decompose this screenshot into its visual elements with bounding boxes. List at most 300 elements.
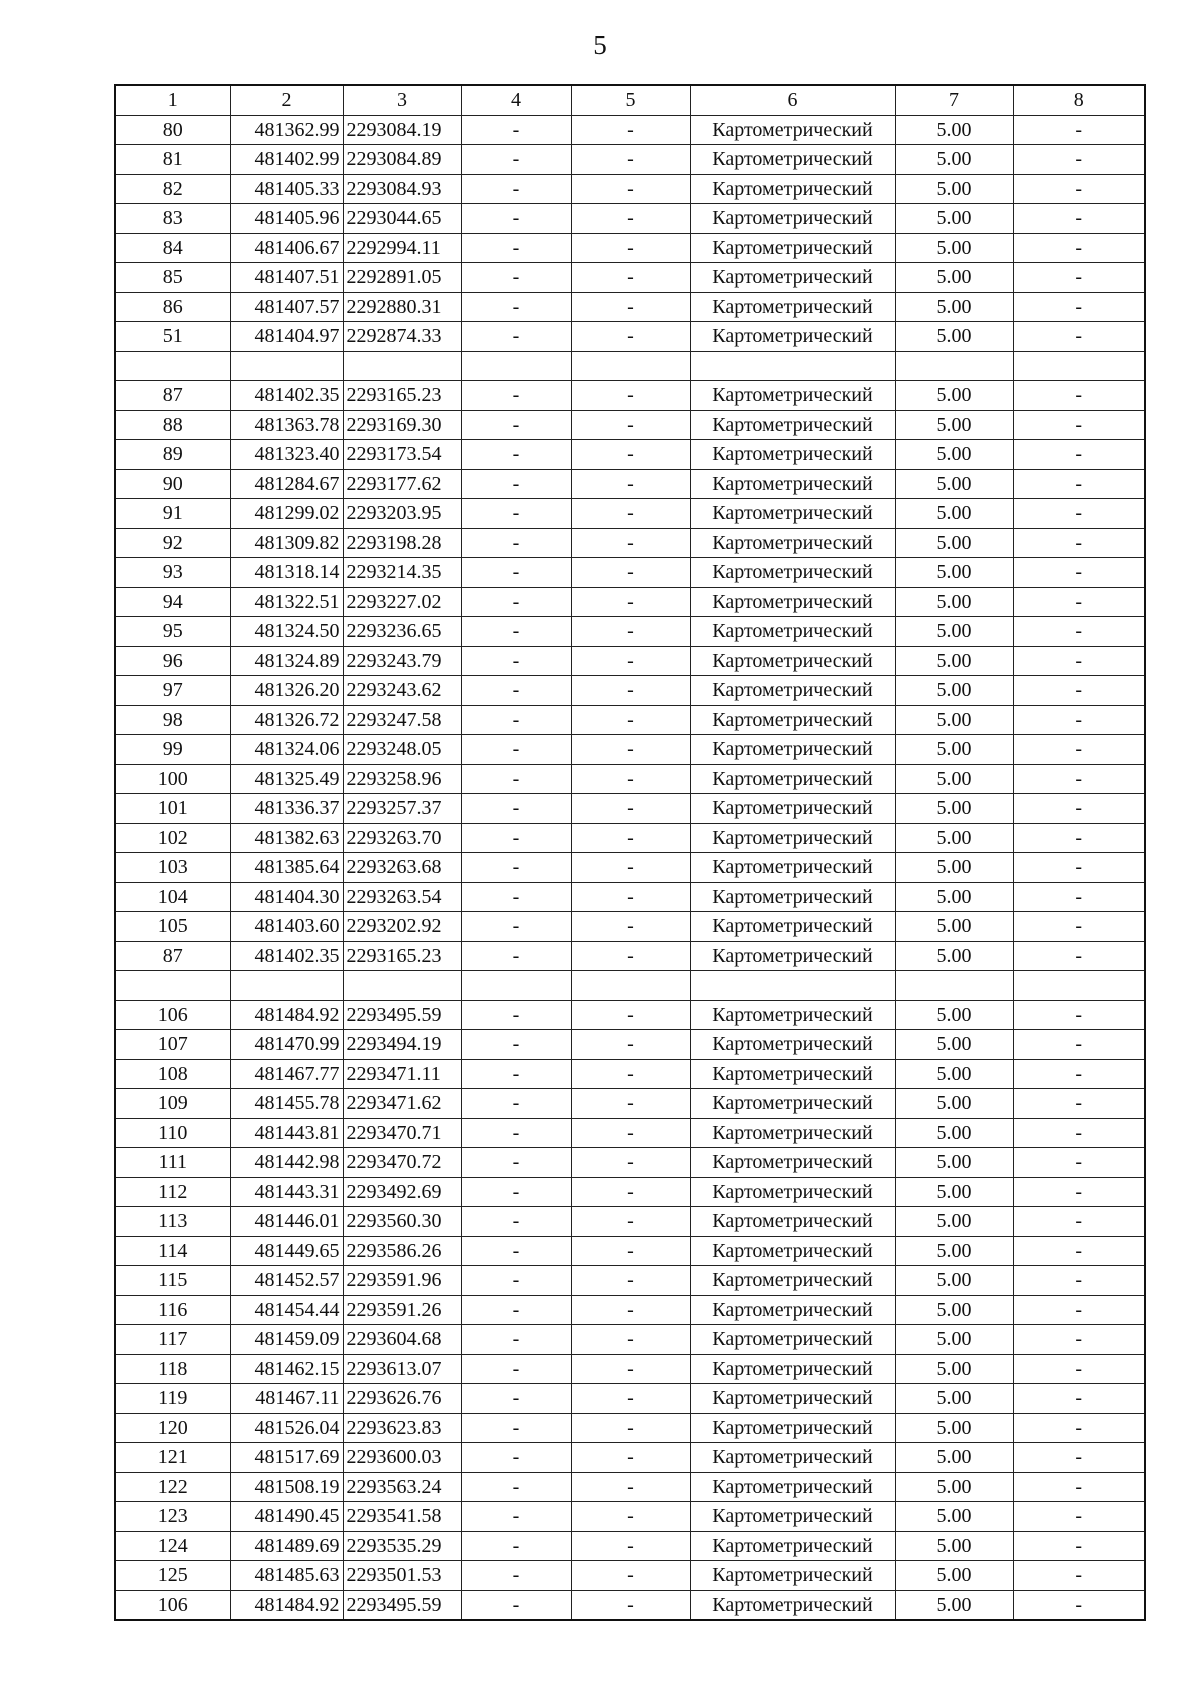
- table-row: [115, 174, 1145, 204]
- y-coordinate-cell: 2293214.35: [343, 558, 461, 588]
- y-coordinate-cell: 2293501.53: [343, 1561, 461, 1591]
- table-row: [115, 440, 1145, 470]
- col5-cell: -: [571, 440, 690, 470]
- point-number-cell: 51: [115, 322, 230, 352]
- col8-cell: -: [1013, 1118, 1145, 1148]
- accuracy-cell: 5.00: [895, 1531, 1013, 1561]
- x-coordinate-cell: 481467.77: [230, 1059, 343, 1089]
- col5-cell: -: [571, 145, 690, 175]
- col8-cell: -: [1013, 823, 1145, 853]
- col8-cell: [1013, 971, 1145, 1001]
- point-number-cell: 116: [115, 1295, 230, 1325]
- point-number-cell: [115, 351, 230, 381]
- table-row: [115, 882, 1145, 912]
- col8-cell: -: [1013, 1472, 1145, 1502]
- point-number-cell: 124: [115, 1531, 230, 1561]
- method-cell: Картометрический: [690, 1561, 895, 1591]
- point-number-cell: 88: [115, 410, 230, 440]
- accuracy-cell: 5.00: [895, 440, 1013, 470]
- col4-cell: -: [461, 735, 571, 765]
- col5-cell: -: [571, 528, 690, 558]
- col5-cell: -: [571, 1502, 690, 1532]
- table-row: [115, 322, 1145, 352]
- accuracy-cell: 5.00: [895, 233, 1013, 263]
- x-coordinate-cell: 481324.50: [230, 617, 343, 647]
- col8-cell: -: [1013, 1177, 1145, 1207]
- method-cell: Картометрический: [690, 174, 895, 204]
- point-number-cell: 107: [115, 1030, 230, 1060]
- y-coordinate-cell: 2293248.05: [343, 735, 461, 765]
- x-coordinate-cell: 481405.33: [230, 174, 343, 204]
- col5-cell: -: [571, 1590, 690, 1620]
- col5-cell: -: [571, 1384, 690, 1414]
- point-number-cell: 93: [115, 558, 230, 588]
- y-coordinate-cell: 2293263.54: [343, 882, 461, 912]
- col8-cell: [1013, 351, 1145, 381]
- point-number-cell: 105: [115, 912, 230, 942]
- col5-cell: -: [571, 1148, 690, 1178]
- x-coordinate-cell: 481284.67: [230, 469, 343, 499]
- method-cell: Картометрический: [690, 1266, 895, 1296]
- col5-cell: -: [571, 764, 690, 794]
- col5-cell: -: [571, 174, 690, 204]
- y-coordinate-cell: 2293173.54: [343, 440, 461, 470]
- y-coordinate-cell: 2293243.79: [343, 646, 461, 676]
- accuracy-cell: 5.00: [895, 1590, 1013, 1620]
- method-cell: Картометрический: [690, 705, 895, 735]
- y-coordinate-cell: 2293177.62: [343, 469, 461, 499]
- accuracy-cell: [895, 351, 1013, 381]
- method-cell: Картометрический: [690, 1531, 895, 1561]
- x-coordinate-cell: 481455.78: [230, 1089, 343, 1119]
- y-coordinate-cell: 2292874.33: [343, 322, 461, 352]
- method-cell: Картометрический: [690, 1000, 895, 1030]
- accuracy-cell: 5.00: [895, 528, 1013, 558]
- col8-cell: -: [1013, 233, 1145, 263]
- x-coordinate-cell: 481363.78: [230, 410, 343, 440]
- col8-cell: -: [1013, 115, 1145, 145]
- table-header-row: [115, 85, 1145, 115]
- col4-cell: -: [461, 705, 571, 735]
- table-row: [115, 1295, 1145, 1325]
- table-row: [115, 1384, 1145, 1414]
- col5-cell: -: [571, 1413, 690, 1443]
- col4-cell: -: [461, 1590, 571, 1620]
- method-cell: Картометрический: [690, 440, 895, 470]
- accuracy-cell: 5.00: [895, 1089, 1013, 1119]
- col4-cell: -: [461, 410, 571, 440]
- col4-cell: -: [461, 676, 571, 706]
- y-coordinate-cell: 2293471.62: [343, 1089, 461, 1119]
- col4-cell: -: [461, 440, 571, 470]
- col4-cell: -: [461, 1561, 571, 1591]
- col5-cell: -: [571, 558, 690, 588]
- x-coordinate-cell: 481402.99: [230, 145, 343, 175]
- method-cell: Картометрический: [690, 528, 895, 558]
- col8-cell: -: [1013, 912, 1145, 942]
- col5-cell: [571, 351, 690, 381]
- y-coordinate-cell: 2293613.07: [343, 1354, 461, 1384]
- accuracy-cell: 5.00: [895, 499, 1013, 529]
- method-cell: Картометрический: [690, 469, 895, 499]
- method-cell: Картометрический: [690, 1207, 895, 1237]
- col5-cell: -: [571, 587, 690, 617]
- col8-cell: -: [1013, 263, 1145, 293]
- col4-cell: -: [461, 1118, 571, 1148]
- x-coordinate-cell: 481324.89: [230, 646, 343, 676]
- accuracy-cell: 5.00: [895, 263, 1013, 293]
- table-row: [115, 1177, 1145, 1207]
- col4-cell: -: [461, 1030, 571, 1060]
- col5-cell: -: [571, 1531, 690, 1561]
- col8-cell: -: [1013, 469, 1145, 499]
- col8-cell: -: [1013, 941, 1145, 971]
- accuracy-cell: 5.00: [895, 912, 1013, 942]
- y-coordinate-cell: 2293560.30: [343, 1207, 461, 1237]
- method-cell: Картометрический: [690, 145, 895, 175]
- y-coordinate-cell: 2293591.26: [343, 1295, 461, 1325]
- x-coordinate-cell: 481470.99: [230, 1030, 343, 1060]
- method-cell: Картометрический: [690, 1472, 895, 1502]
- x-coordinate-cell: 481407.51: [230, 263, 343, 293]
- y-coordinate-cell: 2293586.26: [343, 1236, 461, 1266]
- col4-cell: -: [461, 1384, 571, 1414]
- col5-cell: -: [571, 115, 690, 145]
- col4-cell: -: [461, 1443, 571, 1473]
- method-cell: Картометрический: [690, 1413, 895, 1443]
- col4-cell: -: [461, 1413, 571, 1443]
- accuracy-cell: 5.00: [895, 882, 1013, 912]
- col8-cell: -: [1013, 1413, 1145, 1443]
- col8-cell: -: [1013, 1059, 1145, 1089]
- accuracy-cell: 5.00: [895, 1177, 1013, 1207]
- accuracy-cell: 5.00: [895, 410, 1013, 440]
- x-coordinate-cell: 481322.51: [230, 587, 343, 617]
- point-number-cell: 100: [115, 764, 230, 794]
- point-number-cell: 81: [115, 145, 230, 175]
- table-row: [115, 410, 1145, 440]
- table-row: [115, 1502, 1145, 1532]
- method-cell: Картометрический: [690, 1325, 895, 1355]
- y-coordinate-cell: 2293591.96: [343, 1266, 461, 1296]
- col4-cell: -: [461, 1266, 571, 1296]
- col8-cell: -: [1013, 204, 1145, 234]
- col5-cell: -: [571, 263, 690, 293]
- col8-cell: -: [1013, 292, 1145, 322]
- y-coordinate-cell: 2293495.59: [343, 1590, 461, 1620]
- x-coordinate-cell: 481318.14: [230, 558, 343, 588]
- y-coordinate-cell: 2293623.83: [343, 1413, 461, 1443]
- col5-cell: -: [571, 469, 690, 499]
- table-row: [115, 1089, 1145, 1119]
- column-header: 6: [690, 85, 895, 115]
- accuracy-cell: 5.00: [895, 676, 1013, 706]
- table-row: [115, 292, 1145, 322]
- point-number-cell: 118: [115, 1354, 230, 1384]
- point-number-cell: 106: [115, 1590, 230, 1620]
- method-cell: Картометрический: [690, 381, 895, 411]
- point-number-cell: 113: [115, 1207, 230, 1237]
- col5-cell: -: [571, 1266, 690, 1296]
- point-number-cell: 87: [115, 941, 230, 971]
- col5-cell: -: [571, 853, 690, 883]
- point-number-cell: 122: [115, 1472, 230, 1502]
- x-coordinate-cell: 481323.40: [230, 440, 343, 470]
- method-cell: Картометрический: [690, 617, 895, 647]
- accuracy-cell: 5.00: [895, 1266, 1013, 1296]
- col8-cell: -: [1013, 381, 1145, 411]
- method-cell: Картометрический: [690, 1384, 895, 1414]
- y-coordinate-cell: 2293236.65: [343, 617, 461, 647]
- col5-cell: -: [571, 1472, 690, 1502]
- y-coordinate-cell: 2293084.19: [343, 115, 461, 145]
- col8-cell: -: [1013, 1236, 1145, 1266]
- x-coordinate-cell: 481299.02: [230, 499, 343, 529]
- col8-cell: -: [1013, 1089, 1145, 1119]
- col8-cell: -: [1013, 145, 1145, 175]
- method-cell: Картометрический: [690, 676, 895, 706]
- table-row: [115, 735, 1145, 765]
- y-coordinate-cell: 2293471.11: [343, 1059, 461, 1089]
- y-coordinate-cell: 2293563.24: [343, 1472, 461, 1502]
- col5-cell: -: [571, 1354, 690, 1384]
- point-number-cell: 83: [115, 204, 230, 234]
- col4-cell: -: [461, 233, 571, 263]
- col4-cell: -: [461, 469, 571, 499]
- col8-cell: -: [1013, 1384, 1145, 1414]
- table-row: [115, 1118, 1145, 1148]
- table-row: [115, 1561, 1145, 1591]
- x-coordinate-cell: 481490.45: [230, 1502, 343, 1532]
- x-coordinate-cell: 481326.72: [230, 705, 343, 735]
- accuracy-cell: 5.00: [895, 1207, 1013, 1237]
- column-header: 4: [461, 85, 571, 115]
- x-coordinate-cell: 481404.30: [230, 882, 343, 912]
- accuracy-cell: 5.00: [895, 292, 1013, 322]
- table-row: [115, 823, 1145, 853]
- accuracy-cell: 5.00: [895, 322, 1013, 352]
- table-row: [115, 1531, 1145, 1561]
- accuracy-cell: 5.00: [895, 1561, 1013, 1591]
- point-number-cell: 92: [115, 528, 230, 558]
- y-coordinate-cell: 2293243.62: [343, 676, 461, 706]
- page-number: 5: [593, 30, 607, 60]
- method-cell: Картометрический: [690, 764, 895, 794]
- table-row: [115, 233, 1145, 263]
- col4-cell: -: [461, 204, 571, 234]
- col4-cell: -: [461, 115, 571, 145]
- col8-cell: -: [1013, 587, 1145, 617]
- x-coordinate-cell: 481443.31: [230, 1177, 343, 1207]
- x-coordinate-cell: 481484.92: [230, 1000, 343, 1030]
- accuracy-cell: 5.00: [895, 1030, 1013, 1060]
- accuracy-cell: 5.00: [895, 1502, 1013, 1532]
- point-number-cell: 101: [115, 794, 230, 824]
- table-row: [115, 1000, 1145, 1030]
- y-coordinate-cell: 2293257.37: [343, 794, 461, 824]
- y-coordinate-cell: [343, 971, 461, 1001]
- table-row: [115, 587, 1145, 617]
- col8-cell: -: [1013, 174, 1145, 204]
- column-header: 5: [571, 85, 690, 115]
- table-row: [115, 1413, 1145, 1443]
- col5-cell: -: [571, 823, 690, 853]
- col5-cell: -: [571, 912, 690, 942]
- col4-cell: -: [461, 1089, 571, 1119]
- y-coordinate-cell: 2293492.69: [343, 1177, 461, 1207]
- x-coordinate-cell: 481489.69: [230, 1531, 343, 1561]
- col8-cell: -: [1013, 1030, 1145, 1060]
- col8-cell: -: [1013, 1561, 1145, 1591]
- col5-cell: -: [571, 410, 690, 440]
- col5-cell: -: [571, 1207, 690, 1237]
- method-cell: Картометрический: [690, 941, 895, 971]
- table-row: [115, 1030, 1145, 1060]
- col8-cell: -: [1013, 646, 1145, 676]
- col8-cell: -: [1013, 410, 1145, 440]
- method-cell: Картометрический: [690, 882, 895, 912]
- point-number-cell: 108: [115, 1059, 230, 1089]
- col4-cell: -: [461, 882, 571, 912]
- accuracy-cell: 5.00: [895, 469, 1013, 499]
- accuracy-cell: 5.00: [895, 145, 1013, 175]
- col4-cell: -: [461, 1295, 571, 1325]
- accuracy-cell: 5.00: [895, 1000, 1013, 1030]
- x-coordinate-cell: 481325.49: [230, 764, 343, 794]
- y-coordinate-cell: 2293494.19: [343, 1030, 461, 1060]
- accuracy-cell: 5.00: [895, 174, 1013, 204]
- col5-cell: -: [571, 322, 690, 352]
- x-coordinate-cell: 481402.35: [230, 381, 343, 411]
- col4-cell: -: [461, 1502, 571, 1532]
- x-coordinate-cell: 481454.44: [230, 1295, 343, 1325]
- accuracy-cell: 5.00: [895, 587, 1013, 617]
- x-coordinate-cell: 481452.57: [230, 1266, 343, 1296]
- col4-cell: -: [461, 1177, 571, 1207]
- method-cell: Картометрический: [690, 1590, 895, 1620]
- y-coordinate-cell: 2293202.92: [343, 912, 461, 942]
- col4-cell: -: [461, 764, 571, 794]
- table-separator-row: [115, 971, 1145, 1001]
- accuracy-cell: 5.00: [895, 381, 1013, 411]
- accuracy-cell: 5.00: [895, 794, 1013, 824]
- accuracy-cell: 5.00: [895, 705, 1013, 735]
- accuracy-cell: 5.00: [895, 735, 1013, 765]
- x-coordinate-cell: 481382.63: [230, 823, 343, 853]
- method-cell: Картометрический: [690, 292, 895, 322]
- accuracy-cell: 5.00: [895, 1059, 1013, 1089]
- col4-cell: -: [461, 941, 571, 971]
- y-coordinate-cell: 2293495.59: [343, 1000, 461, 1030]
- x-coordinate-cell: 481517.69: [230, 1443, 343, 1473]
- col4-cell: -: [461, 381, 571, 411]
- col8-cell: -: [1013, 1531, 1145, 1561]
- method-cell: Картометрический: [690, 1148, 895, 1178]
- y-coordinate-cell: 2293263.68: [343, 853, 461, 883]
- table-row: [115, 469, 1145, 499]
- x-coordinate-cell: 481467.11: [230, 1384, 343, 1414]
- y-coordinate-cell: 2293470.72: [343, 1148, 461, 1178]
- table-row: [115, 1266, 1145, 1296]
- col8-cell: -: [1013, 440, 1145, 470]
- col5-cell: -: [571, 1030, 690, 1060]
- y-coordinate-cell: 2293227.02: [343, 587, 461, 617]
- method-cell: Картометрический: [690, 912, 895, 942]
- point-number-cell: 104: [115, 882, 230, 912]
- table-row: [115, 1443, 1145, 1473]
- y-coordinate-cell: 2293198.28: [343, 528, 461, 558]
- col8-cell: -: [1013, 1295, 1145, 1325]
- y-coordinate-cell: [343, 351, 461, 381]
- method-cell: Картометрический: [690, 1354, 895, 1384]
- col8-cell: -: [1013, 617, 1145, 647]
- col5-cell: -: [571, 1443, 690, 1473]
- point-number-cell: 98: [115, 705, 230, 735]
- col4-cell: [461, 351, 571, 381]
- col4-cell: -: [461, 499, 571, 529]
- col8-cell: -: [1013, 853, 1145, 883]
- col8-cell: -: [1013, 882, 1145, 912]
- accuracy-cell: 5.00: [895, 823, 1013, 853]
- point-number-cell: 94: [115, 587, 230, 617]
- x-coordinate-cell: 481526.04: [230, 1413, 343, 1443]
- point-number-cell: 115: [115, 1266, 230, 1296]
- point-number-cell: 120: [115, 1413, 230, 1443]
- x-coordinate-cell: 481326.20: [230, 676, 343, 706]
- col4-cell: -: [461, 1000, 571, 1030]
- y-coordinate-cell: 2293626.76: [343, 1384, 461, 1414]
- col5-cell: -: [571, 1059, 690, 1089]
- table-row: [115, 263, 1145, 293]
- col5-cell: -: [571, 735, 690, 765]
- y-coordinate-cell: 2292994.11: [343, 233, 461, 263]
- point-number-cell: 103: [115, 853, 230, 883]
- accuracy-cell: 5.00: [895, 1118, 1013, 1148]
- y-coordinate-cell: 2293470.71: [343, 1118, 461, 1148]
- accuracy-cell: 5.00: [895, 204, 1013, 234]
- col8-cell: -: [1013, 1502, 1145, 1532]
- col8-cell: -: [1013, 1266, 1145, 1296]
- y-coordinate-cell: 2293541.58: [343, 1502, 461, 1532]
- point-number-cell: 99: [115, 735, 230, 765]
- method-cell: Картометрический: [690, 1089, 895, 1119]
- point-number-cell: 89: [115, 440, 230, 470]
- col5-cell: -: [571, 617, 690, 647]
- point-number-cell: 91: [115, 499, 230, 529]
- col4-cell: -: [461, 558, 571, 588]
- table-row: [115, 617, 1145, 647]
- column-header: 2: [230, 85, 343, 115]
- y-coordinate-cell: 2293084.89: [343, 145, 461, 175]
- y-coordinate-cell: 2293600.03: [343, 1443, 461, 1473]
- col5-cell: [571, 971, 690, 1001]
- col4-cell: -: [461, 646, 571, 676]
- y-coordinate-cell: 2293203.95: [343, 499, 461, 529]
- accuracy-cell: 5.00: [895, 1384, 1013, 1414]
- col8-cell: -: [1013, 1590, 1145, 1620]
- col4-cell: -: [461, 823, 571, 853]
- col5-cell: -: [571, 1295, 690, 1325]
- method-cell: Картометрический: [690, 1295, 895, 1325]
- col5-cell: -: [571, 882, 690, 912]
- col5-cell: -: [571, 1325, 690, 1355]
- point-number-cell: 117: [115, 1325, 230, 1355]
- table-body: [115, 85, 1145, 1620]
- table-row: [115, 853, 1145, 883]
- col4-cell: -: [461, 292, 571, 322]
- x-coordinate-cell: 481324.06: [230, 735, 343, 765]
- y-coordinate-cell: 2293165.23: [343, 941, 461, 971]
